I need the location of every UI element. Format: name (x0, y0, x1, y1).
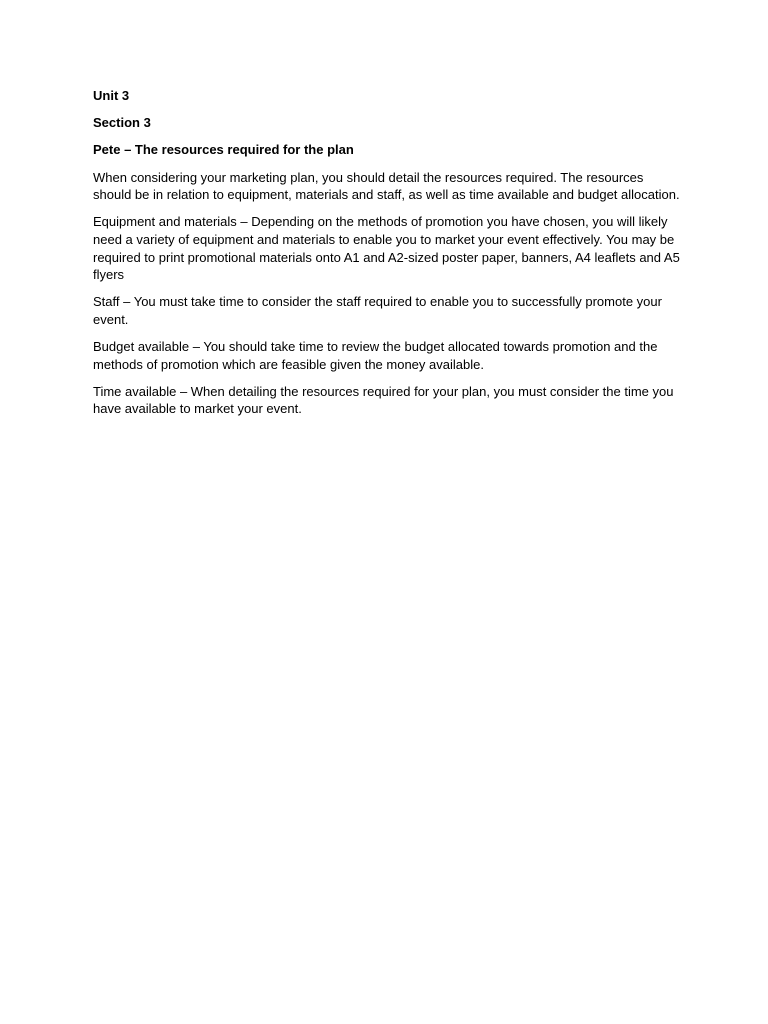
unit-heading: Unit 3 (93, 88, 130, 103)
time-paragraph: Time available – When detailing the resources required for your plan, you must consider the time you have available to market your event. (93, 383, 674, 417)
budget-paragraph: Budget available – You should take time to review the budget allocated towards promotion and the methods of promotion which are feasible given the money available. (93, 339, 658, 372)
intro-paragraph: When considering your marketing plan, you should detail the resources required. The resources should be in relation to equipment, materials and staff, as well as time available and budget allocation. (93, 169, 680, 203)
staff-paragraph: Staff – You must take time to consider the staff required to enable you to successfully promote your event. (93, 294, 662, 327)
section-heading: Section 3 (93, 115, 151, 131)
document-body (93, 87, 683, 428)
document-title: Pete – The resources required for the plan (93, 142, 354, 158)
equipment-materials-paragraph: Equipment and materials – Depending on the methods of promotion you have chosen, you will likely need a variety of equipment and materials to enable you to market your event effectively. You may be required to print promotional materials onto A1 and A2-sized poster paper, banners, A4 leaflets and A5 flyers (93, 214, 680, 283)
